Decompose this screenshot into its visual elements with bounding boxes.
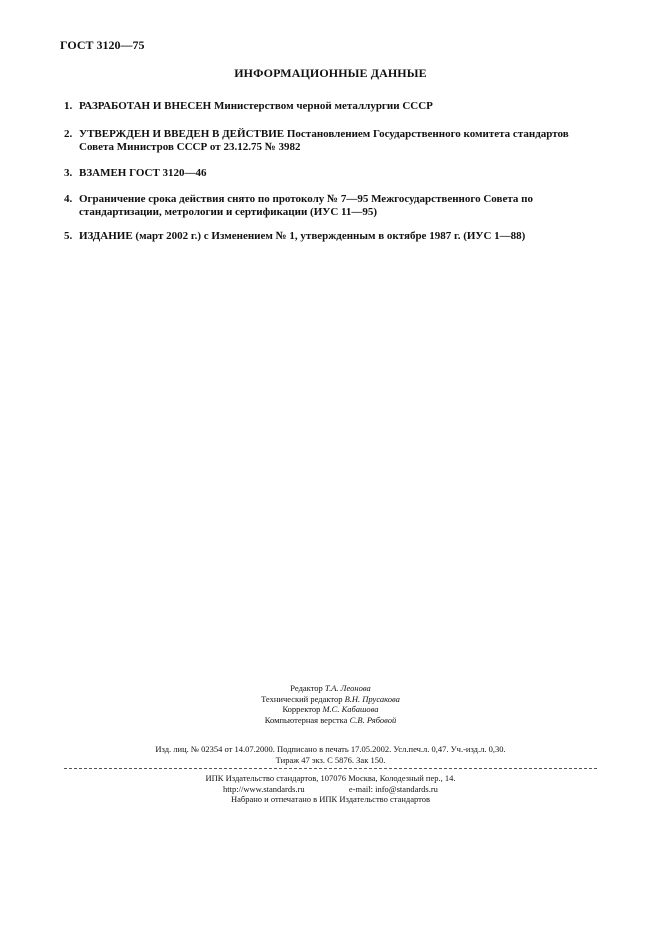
info-item-4 <box>64 193 604 218</box>
item-number: 1. <box>64 100 73 112</box>
item-text: Министерством черной металлургии СССР <box>211 100 433 112</box>
item-number: 3. <box>64 167 73 179</box>
imprint-line-license: Изд. лиц. № 02354 от 14.07.2000. Подписано в печать 17.05.2002. Усл.печ.л. 0,47. Уч.-изд.л. 0,30. <box>155 744 506 754</box>
publisher-website: http://www.standards.ru <box>223 783 305 794</box>
item-lead: ИЗДАНИЕ <box>79 230 133 242</box>
credit-name: Т.А. Леонова <box>324 683 371 693</box>
credit-label: Редактор <box>290 683 323 693</box>
credit-label: Компьютерная верстка <box>264 715 348 726</box>
credit-editor <box>0 683 661 694</box>
item-number: 5. <box>64 230 73 242</box>
credit-label: Корректор <box>282 704 321 715</box>
credit-corrector <box>0 704 661 715</box>
item-lead: ВЗАМЕН ГОСТ 3120—46 <box>79 167 207 179</box>
credit-name: В.Н. Прусакова <box>344 693 400 704</box>
credit-name: М.С. Кабашова <box>322 704 379 715</box>
imprint-line-print-run: Тираж 47 экз. С 5876. Зак 150. <box>275 754 386 765</box>
info-item-3 <box>64 167 207 180</box>
publisher-block <box>0 773 661 805</box>
imprint-block <box>0 744 661 765</box>
item-text: Постановлением Государственного комитета стандартов Совета Министров СССР от 23.12.75 № 3982 <box>79 128 569 153</box>
section-title: ИНФОРМАЦИОННЫЕ ДАННЫЕ <box>234 66 427 80</box>
publisher-contacts <box>0 784 661 795</box>
dashed-divider <box>64 768 597 769</box>
item-number: 2. <box>64 128 73 140</box>
publisher-printed-note: Набрано и отпечатано в ИПК Издательство стандартов <box>230 794 431 805</box>
credit-label: Технический редактор <box>261 693 343 704</box>
credit-name: С.В. Рябовой <box>349 715 397 726</box>
document-code-header: ГОСТ 3120—75 <box>60 38 145 52</box>
credits-block <box>0 683 661 726</box>
publisher-email: e-mail: info@standards.ru <box>348 783 438 794</box>
item-text: Ограничение срока действия снято по протоколу № 7—95 Межгосударственного Совета по стандартизации, метрологии и сертификации (ИУС 11—95) <box>79 193 533 218</box>
item-lead: УТВЕРЖДЕН И ВВЕДЕН В ДЕЙСТВИЕ <box>79 128 285 140</box>
credit-layout <box>0 715 661 726</box>
info-item-2 <box>64 128 604 153</box>
item-lead: РАЗРАБОТАН И ВНЕСЕН <box>79 100 212 112</box>
info-item-1 <box>64 100 433 113</box>
item-number: 4. <box>64 193 73 205</box>
info-item-5 <box>64 230 525 243</box>
publisher-address: ИПК Издательство стандартов, 107076 Москва, Колодезный пер., 14. <box>205 773 456 783</box>
item-text: (март 2002 г.) с Изменением № 1, утвержденным в октябре 1987 г. (ИУС 1—88) <box>132 230 526 242</box>
credit-tech-editor <box>0 694 661 705</box>
